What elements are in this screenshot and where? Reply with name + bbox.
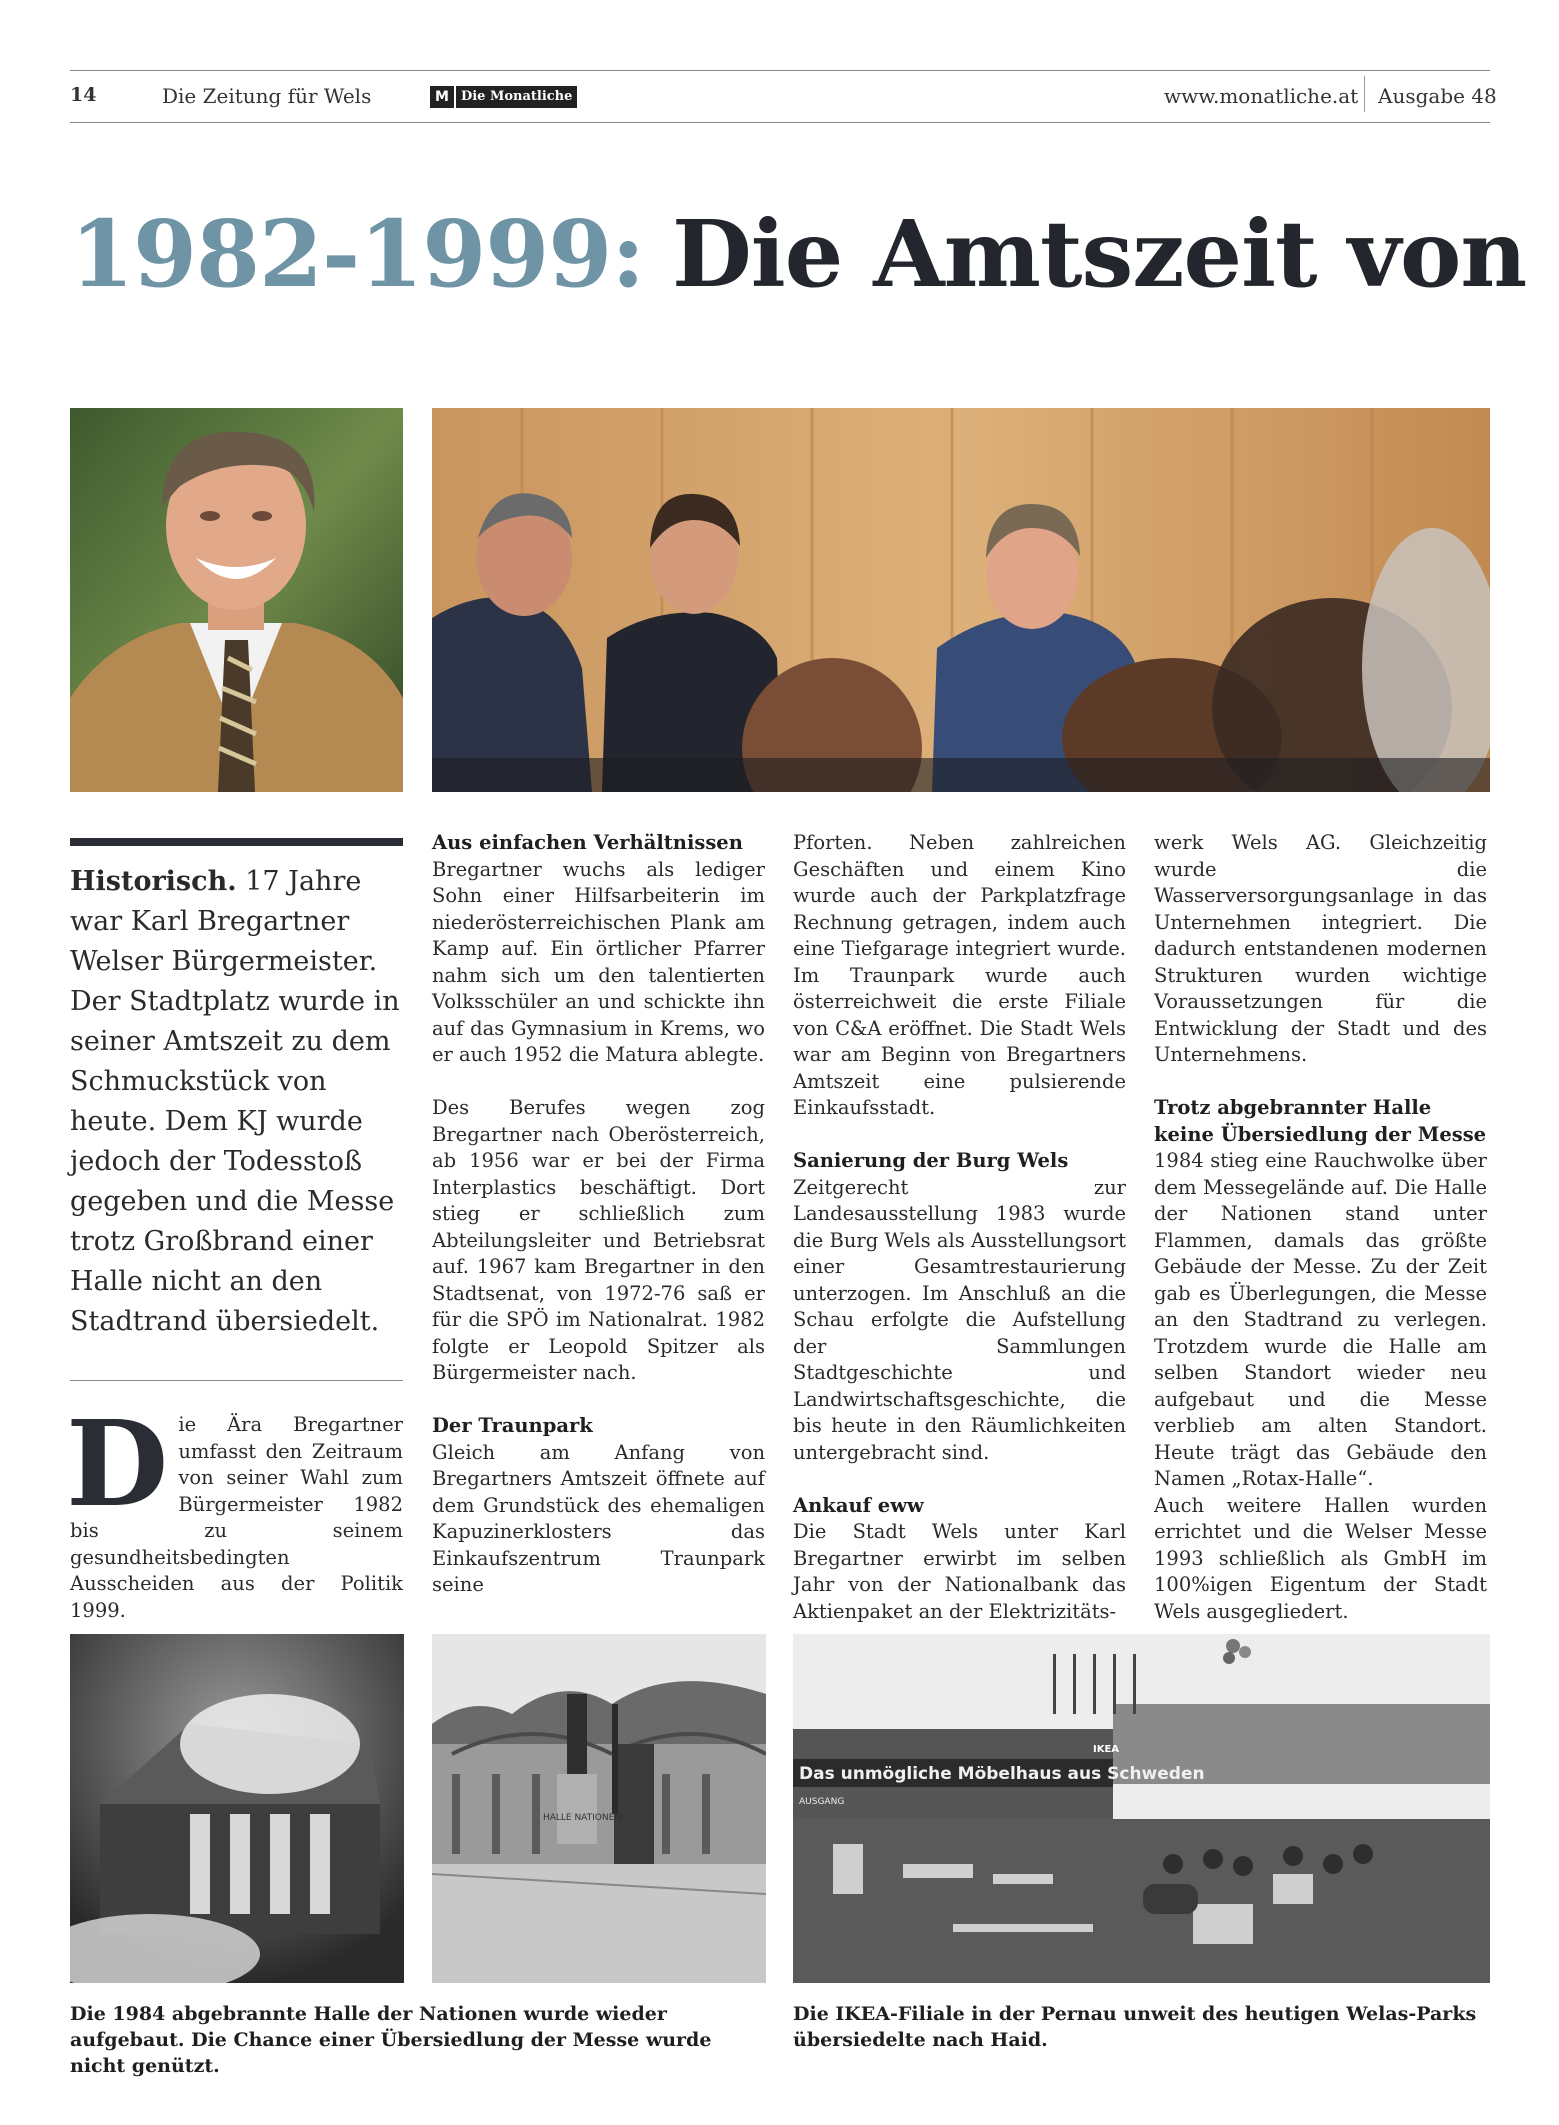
lead-text: 17 Jahre war Karl Bregartner Welser Bürgermeister. Der Stadtplatz wurde in seiner Amtszeit zu dem Schmuckstück von heute. Dem KJ wurde jedoch der Todesstoß gegeben und die Messe trotz Großbrand einer Halle nicht an den Stadtrand übersiedelt. <box>70 866 400 1337</box>
lead-paragraph <box>70 862 403 1342</box>
paragraph: werk Wels AG. Gleichzeitig wurde die Wasserversorgungsanlage in das Unternehmen integriert. Die dadurch entstandenen modernen Strukturen wurden wichtige Voraussetzungen für die Entwicklung der Stadt und des Unternehmens. <box>1154 831 1487 1066</box>
headline-title: Die Amtszeit von <box>672 200 1527 308</box>
header-rule-top <box>70 70 1490 71</box>
logo-mark: M <box>430 86 456 108</box>
logo-text: Die Monatliche <box>460 89 573 104</box>
paragraph: Zeitgerecht zur Landesausstellung 1983 wurde die Burg Wels als Ausstellungsort einer Gesamtrestaurierung unterzogen. Im Anschluß an die Schau erfolgte die Aufstellung der Sammlungen Stadtgeschichte und Landwirtschaftsgeschichte, die bis heute in den Räumlichkeiten untergebracht sind. <box>793 1175 1126 1464</box>
headline-years: 1982-1999: <box>70 200 645 308</box>
subhead-burg: Sanierung der Burg Wels <box>793 1149 1069 1172</box>
exit-sign: AUSGANG <box>799 1797 845 1807</box>
intro-paragraph <box>66 1394 403 1624</box>
sidebar-top-rule <box>70 838 403 846</box>
ikea-logo: IKEA <box>1093 1744 1120 1755</box>
subhead-messe: Trotz abgebrannter Halle keine Übersiedlung der Messe <box>1154 1096 1487 1146</box>
paragraph: Des Berufes wegen zog Bregartner nach Oberösterreich, ab 1956 war er bei der Firma Interplastics beschäftigt. Dort stieg er schließlich zum Abteilungsleiter und Betriebsrat auf. 1967 kam Bregartner in den Stadtsenat, von 1972-76 saß er für die SPÖ im Nationalrat. 1982 folgte er Leopold Spitzer als Bürgermeister nach. <box>432 1096 765 1384</box>
website-url[interactable]: www.monatliche.at <box>1164 84 1359 108</box>
lead-bold: Historisch. <box>70 866 237 897</box>
ikea-photo <box>793 1634 1490 1983</box>
subhead-traunpark: Der Traunpark <box>432 1414 593 1437</box>
issue-number: Ausgabe 48 <box>1378 84 1497 108</box>
paragraph: Auch weitere Hallen wurden errichtet und die Welser Messe 1993 schließlich als GmbH im 100%igen Eigentum der Stadt Wels ausgegliedert. <box>1154 1493 1487 1623</box>
page-number: 14 <box>70 84 97 106</box>
header-rule-bottom <box>70 122 1490 123</box>
dropcap: D <box>66 1394 169 1533</box>
subhead-verhaeltnisse: Aus einfachen Verhältnissen <box>432 831 743 854</box>
article-column-3 <box>1154 830 1487 1625</box>
article-column-2 <box>793 830 1126 1625</box>
fire-photo <box>70 1634 404 1983</box>
paragraph: 1984 stieg eine Rauchwolke über dem Messegelände auf. Die Halle der Nationen stand unter Flammen, damals das größte Gebäude der Messe. Zu der Zeit gab es Überlegungen, die Messe an den Stadtrand zu verlegen. Trotzdem wurde die Halle am selben Standort wieder neu aufgebaut und die Messe verblieb am alten Standort. Heute trägt das Gebäude den Namen „Rotax-Halle“. <box>1154 1149 1487 1490</box>
caption-ikea: Die IKEA-Filiale in der Pernau unweit des heutigen Welas-Parks übersiedelte nach Haid. <box>793 2003 1477 2051</box>
article-column-1 <box>432 830 765 1599</box>
subhead-eww: Ankauf eww <box>793 1493 924 1517</box>
portrait-photo <box>70 408 403 792</box>
hall-sign: HALLE NATIONEN <box>542 1813 622 1823</box>
caption-fire-hall: Die 1984 abgebrannte Halle der Nationen wurde wieder aufgebaut. Die Chance einer Übersiedlung der Messe wurde nicht genützt. <box>70 2003 712 2077</box>
paper-name: Die Zeitung für Wels <box>162 84 372 108</box>
paragraph: Gleich am Anfang von Bregartners Amtszeit öffnete auf dem Grundstück des ehemaligen Kapuzinerklosters das Einkaufszentrum Traunpark seine <box>432 1440 765 1596</box>
header-separator <box>1364 76 1365 112</box>
newspaper-logo <box>430 86 577 108</box>
paragraph: Pforten. Neben zahlreichen Geschäften und einem Kino wurde auch der Parkplatzfrage Rechnung getragen, indem auch eine Tiefgarage integriert wurde. Im Traunpark wurde auch österreichweit die erste Filiale von C&A eröffnet. Die Stadt Wels war am Beginn von Bregartners Amtszeit eine pulsierende Einkaufsstadt. <box>793 831 1126 1119</box>
ikea-slogan: Das unmögliche Möbelhaus aus Schweden <box>799 1764 1205 1784</box>
sidebar-rule <box>70 1380 403 1381</box>
paragraph: Die Stadt Wels unter Karl Bregartner erwirbt im selben Jahr von der Nationalbank das Aktienpaket an der Elektrizitäts- <box>793 1520 1126 1623</box>
meeting-photo <box>432 408 1490 792</box>
paragraph: Bregartner wuchs als lediger Sohn einer Hilfsarbeiterin im niederösterreichischen Plank am Kamp auf. Ein örtlicher Pfarrer nahm sich um den talentierten Volksschüler an und schickte ihn auf das Gymnasium in Krems, wo er auch 1952 die Matura ablegte. <box>432 857 765 1066</box>
hall-photo <box>432 1634 766 1983</box>
intro-text: ie Ära Bregartner umfasst den Zeitraum von seiner Wahl zum Bürgermeister 1982 bis zu seinem gesundheitsbedingten Ausscheiden aus der Politik 1999. <box>70 1413 403 1622</box>
